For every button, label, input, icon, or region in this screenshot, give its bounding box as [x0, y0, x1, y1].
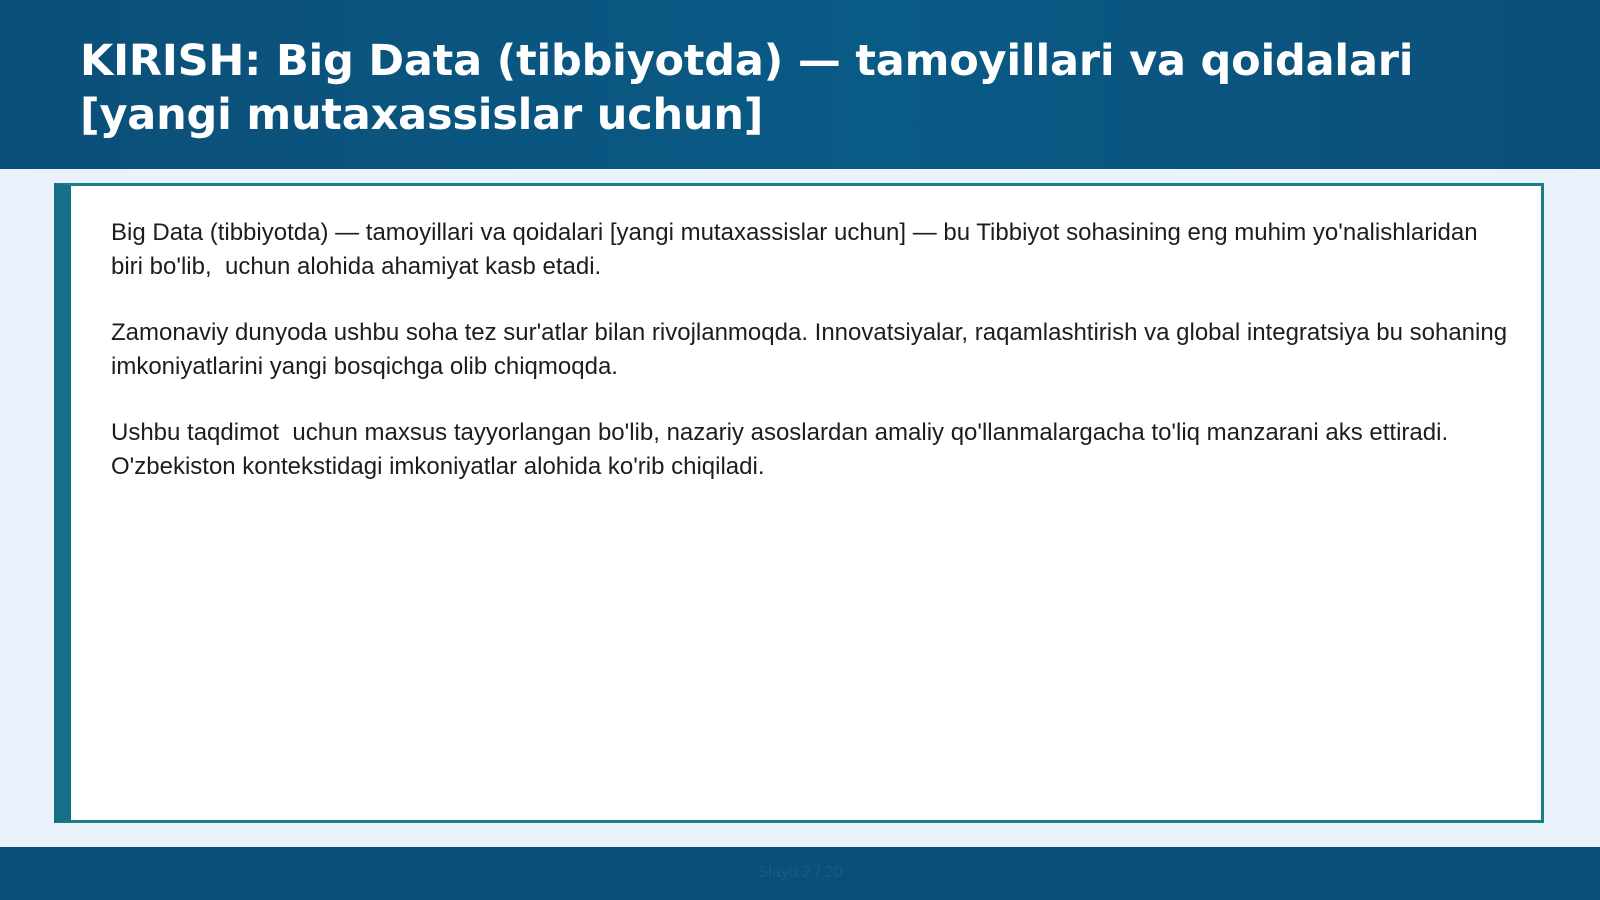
- paragraph-intro: Big Data (tibbiyotda) — tamoyillari va qoidalari [yangi mutaxassislar uchun] — bu Tibbiyot sohasining eng muhim yo'nalishlaridan biri bo'lib, uchun alohida ahamiyat kasb etadi.: [111, 219, 1485, 280]
- slide-title: KIRISH: Big Data (tibbiyotda) — tamoyillari va qoidalari [yangi mutaxassislar uchun]: [80, 36, 1414, 140]
- paragraph-presentation: Ushbu taqdimot uchun maxsus tayyorlangan bo'lib, nazariy asoslardan amaliy qo'llanmalargacha to'liq manzarani aks ettiradi. O'zbekiston kontekstidagi imkoniyatlar alohida ko'rib chiqiladi.: [111, 419, 1455, 480]
- footer-bar: [0, 847, 1600, 900]
- paragraph-modern-world: Zamonaviy dunyoda ushbu soha tez sur'atlar bilan rivojlanmoqda. Innovatsiyalar, raqamlashtirish va global integratsiya bu sohaning imkoniyatlarini yangi bosqichga olib chiqmoqda.: [111, 319, 1514, 380]
- content-text: [111, 216, 1514, 516]
- slide-number: Slayd 2 / 20: [757, 864, 843, 881]
- content-card: [54, 183, 1544, 823]
- header-bar: [0, 0, 1600, 169]
